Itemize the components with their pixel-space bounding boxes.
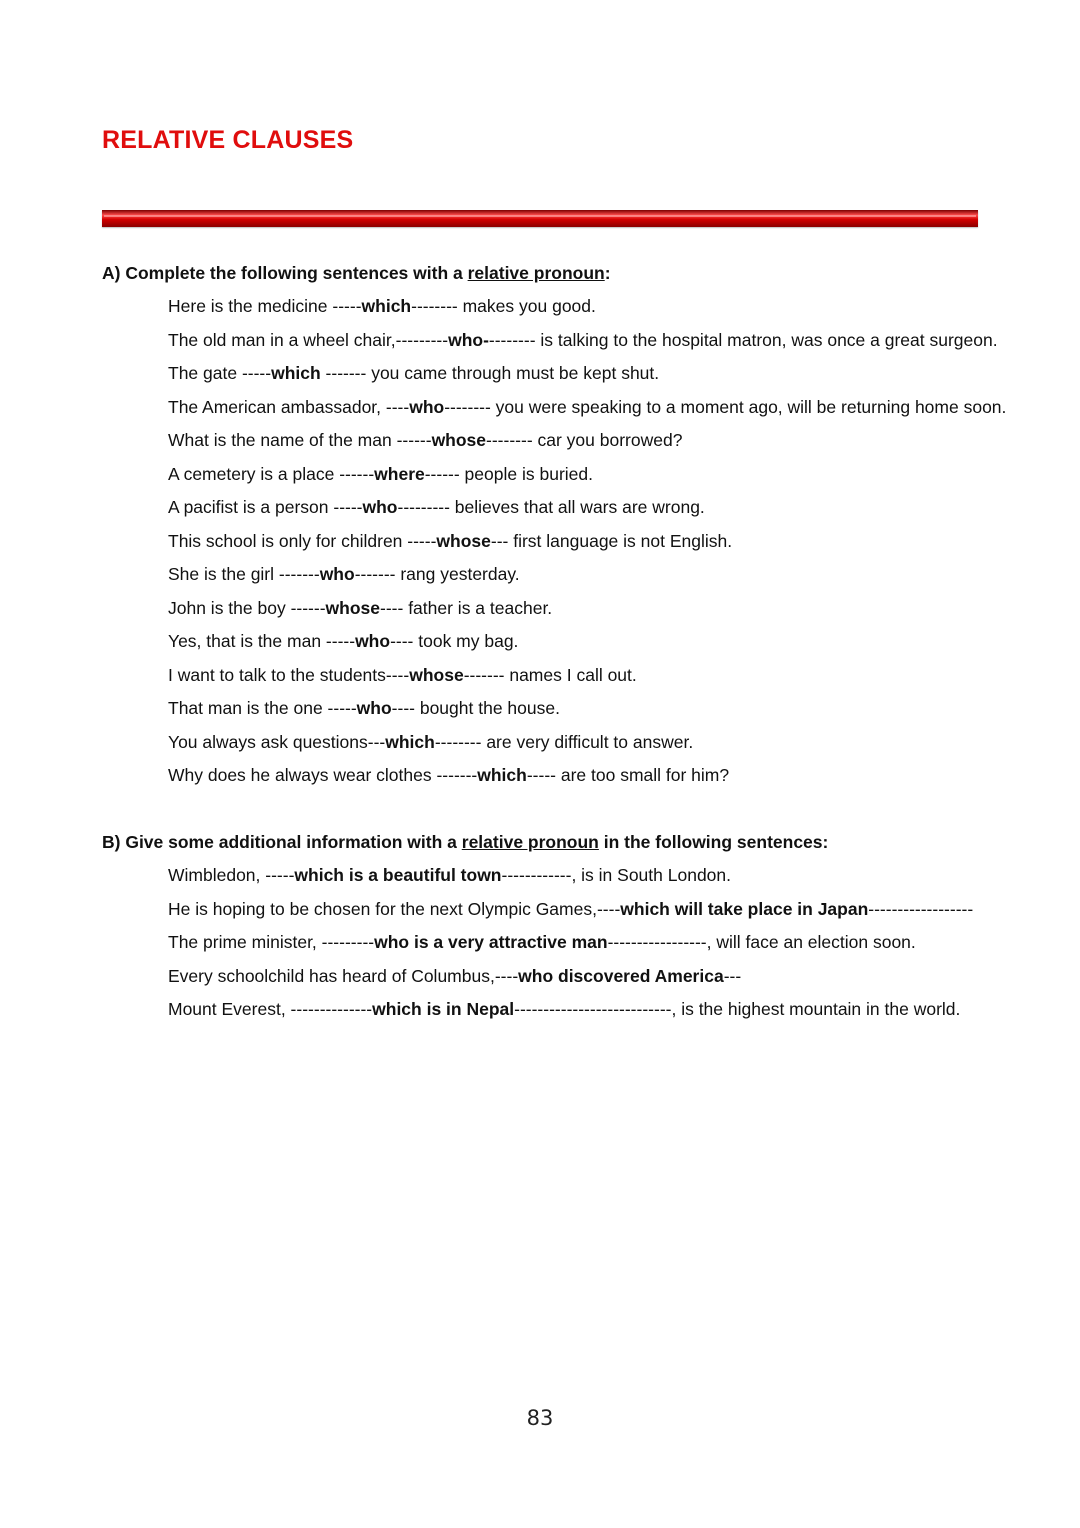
- sentence-item: Mount Everest, --------------which is in Nepal---------------------------, is the highest mountain in the world.: [168, 999, 961, 1019]
- sentence-item: He is hoping to be chosen for the next Olympic Games,----which will take place in Japan------------------: [168, 898, 974, 919]
- sentence-item: This school is only for children -----whose--- first language is not English.: [168, 530, 733, 551]
- sentence-item: Here is the medicine -----which-------- makes you good.: [168, 296, 596, 316]
- answer: who: [356, 698, 392, 718]
- sentence-item: The American ambassador, ----who-------- you were speaking to a moment ago, will be returning home soon.: [168, 396, 1007, 417]
- section-b-instruction: [102, 831, 1002, 853]
- sentence-item: The prime minister, ---------who is a very attractive man-----------------, will face an election soon.: [168, 932, 916, 952]
- answer: which will take place in Japan: [620, 898, 869, 919]
- sentence-item: A pacifist is a person -----who--------- believes that all wars are wrong.: [168, 497, 705, 517]
- answer: where: [374, 463, 425, 484]
- answer: whose: [431, 430, 487, 450]
- section-a-sentence-list: [168, 295, 1007, 798]
- section-b-sentence-list: [168, 864, 1002, 1032]
- sentence-item: John is the boy ------whose---- father is a teacher.: [168, 597, 553, 618]
- answer: who: [319, 564, 355, 584]
- sentence-item: Every schoolchild has heard of Columbus,----who discovered America---: [168, 965, 742, 986]
- sentence-item: She is the girl -------who------- rang yesterday.: [168, 564, 520, 584]
- answer: who: [409, 396, 445, 417]
- answer: who: [362, 497, 398, 517]
- sentence-item: Wimbledon, -----which is a beautiful town------------, is in South London.: [168, 865, 732, 885]
- answer: which: [361, 296, 412, 316]
- answer: whose: [409, 664, 464, 685]
- sentence-item: Yes, that is the man -----who---- took my bag.: [168, 631, 519, 651]
- answer: who discovered America: [518, 965, 724, 986]
- page-title: RELATIVE CLAUSES: [102, 126, 354, 154]
- title-rule-divider: [102, 210, 978, 227]
- answer: which: [271, 363, 321, 383]
- instruction-text: B) Give some additional information with a: [102, 832, 462, 852]
- sentence-item: That man is the one -----who---- bought the house.: [168, 698, 560, 718]
- answer: who: [355, 631, 391, 651]
- instruction-text: in the following sentences:: [598, 832, 829, 852]
- answer: which is in Nepal: [372, 999, 515, 1019]
- instruction-underlined-term: relative pronoun: [467, 263, 605, 283]
- answer: which: [385, 731, 435, 752]
- sentence-item: The old man in a wheel chair,---------who--------- is talking to the hospital matron, was once a great surgeon.: [168, 329, 998, 350]
- exercise-section-b: [102, 831, 1002, 1032]
- answer: whose: [436, 530, 491, 551]
- instruction-underlined-term: relative pronoun: [461, 832, 599, 852]
- sentence-item: A cemetery is a place ------where------ people is buried.: [168, 463, 593, 484]
- instruction-text: A) Complete the following sentences with a: [102, 263, 468, 283]
- exercise-section-a: [102, 262, 1007, 798]
- page-number: 83: [526, 1406, 554, 1430]
- sentence-item: Why does he always wear clothes -------which----- are too small for him?: [168, 765, 730, 785]
- sentence-item: The gate -----which ------- you came through must be kept shut.: [168, 363, 660, 383]
- section-a-instruction: [102, 262, 1002, 284]
- answer: who-: [448, 329, 489, 350]
- answer: which is a beautiful town: [294, 865, 502, 885]
- answer: which: [477, 765, 527, 785]
- answer: whose: [325, 597, 381, 618]
- sentence-item: I want to talk to the students----whose------- names I call out.: [168, 664, 637, 685]
- instruction-text: :: [604, 263, 611, 283]
- answer: who is a very attractive man: [374, 932, 608, 952]
- sentence-item: What is the name of the man ------whose-------- car you borrowed?: [168, 430, 683, 450]
- sentence-item: You always ask questions---which-------- are very difficult to answer.: [168, 731, 694, 752]
